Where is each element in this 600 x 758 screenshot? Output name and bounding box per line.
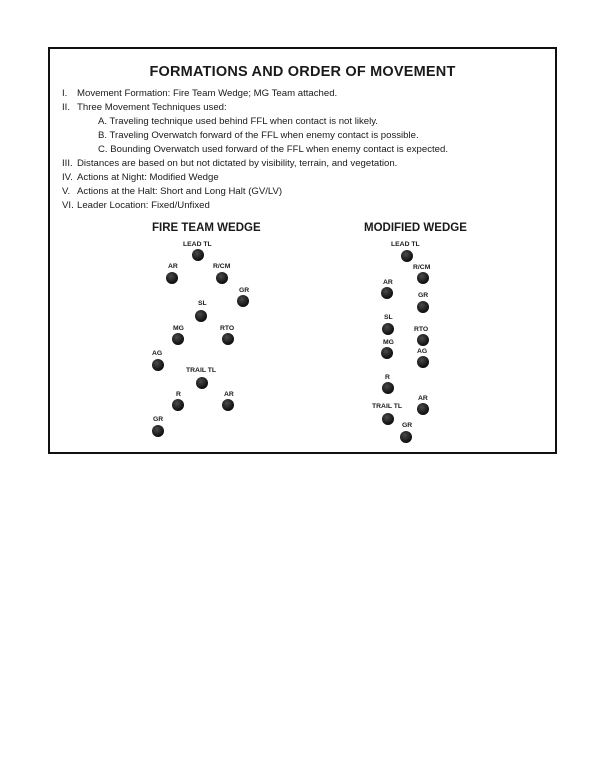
- mw-soldier-r: [382, 382, 394, 394]
- item-number: III.: [62, 158, 73, 169]
- item-4: [62, 172, 219, 183]
- mw-label-lead-tl: LEAD TL: [391, 241, 420, 248]
- item-number: VI.: [62, 200, 74, 211]
- item-number: IV.: [62, 172, 73, 183]
- ftw-label-sl: SL: [198, 300, 207, 307]
- ftw-label-ar: AR: [168, 263, 178, 270]
- ftw-soldier-gr: [237, 295, 249, 307]
- ftw-soldier-ar2: [222, 399, 234, 411]
- figure-frame: [48, 47, 557, 454]
- mw-label-gr: GR: [418, 292, 429, 299]
- ftw-soldier-r: [172, 399, 184, 411]
- mw-soldier-rto: [417, 334, 429, 346]
- subitem-b: B. Traveling Overwatch forward of the FFL when enemy contact is possible.: [98, 130, 419, 141]
- subitem-a: A. Traveling technique used behind FFL when contact is not likely.: [98, 116, 378, 127]
- ftw-label-rcm: R/CM: [213, 263, 231, 270]
- mw-label-r: R: [385, 374, 390, 381]
- figure-title: FORMATIONS AND ORDER OF MOVEMENT: [149, 64, 456, 80]
- fire-team-wedge-heading: FIRE TEAM WEDGE: [152, 222, 261, 234]
- mw-soldier-trail-tl: [382, 413, 394, 425]
- item-number: II.: [62, 102, 70, 113]
- ftw-soldier-sl: [195, 310, 207, 322]
- mw-label-trail-tl: TRAIL TL: [372, 403, 403, 410]
- item-text: Movement Formation: Fire Team Wedge; MG Team attached.: [77, 88, 338, 99]
- item-2: [62, 102, 227, 113]
- ftw-label-lead-tl: LEAD TL: [183, 241, 212, 248]
- modified-wedge-heading: MODIFIED WEDGE: [364, 222, 467, 234]
- mw-soldier-ag: [417, 356, 429, 368]
- mw-soldier-sl: [382, 323, 394, 335]
- item-text: Actions at Night: Modified Wedge: [77, 172, 219, 183]
- item-text: Actions at the Halt: Short and Long Halt (GV/LV): [77, 186, 283, 197]
- item-text: Distances are based on but not dictated by visibility, terrain, and vegetation.: [77, 158, 398, 169]
- mw-soldier-mg: [381, 347, 393, 359]
- item-text: Three Movement Techniques used:: [77, 102, 227, 113]
- item-number: V.: [62, 186, 71, 197]
- mw-label-ar2: AR: [418, 395, 428, 402]
- ftw-soldier-lead-tl: [192, 249, 204, 261]
- subitem-c: C. Bounding Overwatch used forward of the FFL when enemy contact is expected.: [98, 144, 448, 155]
- mw-soldier-ar2: [417, 403, 429, 415]
- ftw-soldier-trail-tl: [196, 377, 208, 389]
- mw-soldier-gr2: [400, 431, 412, 443]
- ftw-soldier-ar: [166, 272, 178, 284]
- mw-label-ag: AG: [417, 348, 428, 355]
- item-3: [62, 158, 397, 169]
- mw-soldier-lead-tl: [401, 250, 413, 262]
- mw-soldier-gr: [417, 301, 429, 313]
- ftw-label-ag: AG: [152, 350, 163, 357]
- ftw-soldier-mg: [172, 333, 184, 345]
- mw-label-rto: RTO: [414, 326, 429, 333]
- ftw-label-r: R: [176, 391, 181, 398]
- ftw-label-gr2: GR: [153, 416, 164, 423]
- ftw-soldier-rto: [222, 333, 234, 345]
- ftw-soldier-rcm: [216, 272, 228, 284]
- mw-label-rcm: R/CM: [413, 264, 431, 271]
- mw-label-gr2: GR: [402, 422, 413, 429]
- ftw-label-mg: MG: [173, 325, 184, 332]
- mw-soldier-ar: [381, 287, 393, 299]
- ftw-label-trail-tl: TRAIL TL: [186, 367, 217, 374]
- ftw-label-rto: RTO: [220, 325, 235, 332]
- ftw-label-gr: GR: [239, 287, 250, 294]
- mw-label-mg: MG: [383, 339, 394, 346]
- item-number: I.: [62, 88, 68, 99]
- mw-label-ar: AR: [383, 279, 393, 286]
- ftw-label-ar2: AR: [224, 391, 234, 398]
- item-5: [62, 186, 282, 197]
- ftw-soldier-gr2: [152, 425, 164, 437]
- mw-soldier-rcm: [417, 272, 429, 284]
- ftw-soldier-ag: [152, 359, 164, 371]
- item-6: [62, 200, 210, 211]
- item-text: Leader Location: Fixed/Unfixed: [77, 200, 210, 211]
- mw-label-sl: SL: [384, 314, 393, 321]
- item-1: [62, 88, 337, 99]
